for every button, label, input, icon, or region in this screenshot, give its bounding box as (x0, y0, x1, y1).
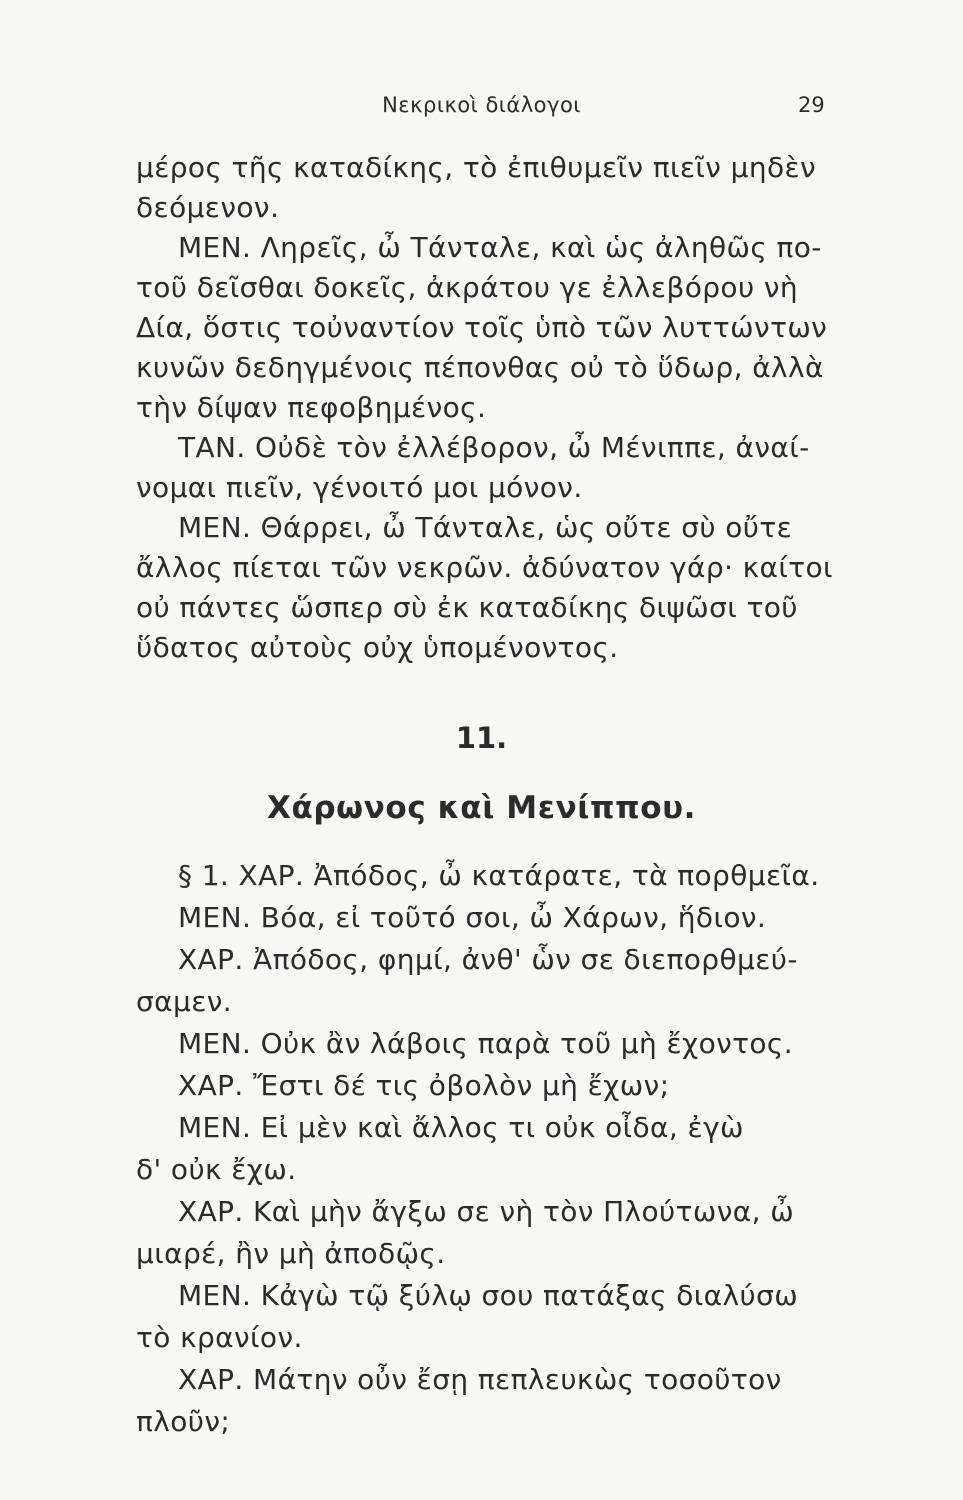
text-line: νομαι πιεῖν, γένοιτό μοι μόνον. (136, 471, 583, 504)
text-line: κυνῶν δεδηγμένοις πέπονθας οὐ τὸ ὕδωρ, ἀλλὰ (136, 351, 824, 384)
text-line: ΧΑΡ. Ἔστι δέ τις ὀβολὸν μὴ ἔχων; (178, 1069, 670, 1102)
text-line: ΧΑΡ. Καὶ μὴν ἄγξω σε νὴ τὸν Πλούτωνα, ὦ (178, 1195, 795, 1228)
text-line: μέρος τῆς καταδίκης, τὸ ἐπιθυμεῖν πιεῖν μηδὲν (136, 151, 817, 184)
text-line: σαμεν. (136, 985, 233, 1018)
text-line: § 1. ΧΑΡ. Ἀπόδος, ὦ κατάρατε, τὰ πορθμεῖα. (178, 859, 820, 892)
page-number: 29 (798, 93, 825, 117)
text-line: Δία, ὅστις τοὐναντίον τοῖς ὑπὸ τῶν λυττώντων (136, 311, 828, 344)
text-line: ΜΕΝ. Κἀγὼ τῷ ξύλῳ σου πατάξας διαλύσω (178, 1279, 799, 1312)
text-line: ΤΑΝ. Οὐδὲ τὸν ἐλλέβορον, ὦ Μένιππε, ἀναί- (178, 431, 810, 464)
text-line: ΜΕΝ. Εἰ μὲν καὶ ἄλλος τι οὐκ οἶδα, ἐγὼ (178, 1111, 744, 1144)
text-line: τὸ κρανίον. (136, 1321, 303, 1354)
text-line: ΜΕΝ. Βόα, εἰ τοῦτό σοι, ὦ Χάρων, ἥδιον. (178, 901, 767, 934)
running-title: Νεκρικοὶ διάλογοι (382, 93, 581, 117)
chapter-number: 11. (455, 721, 508, 755)
text-line: ΜΕΝ. Οὐκ ἂν λάβοις παρὰ τοῦ μὴ ἔχοντος. (178, 1027, 794, 1060)
text-line: τὴν δίψαν πεφοβημένος. (136, 391, 487, 424)
text-line: δεόμενον. (136, 191, 280, 224)
chapter-title: Χάρωνος καὶ Μενίππου. (266, 790, 697, 826)
text-line: μιαρέ, ἢν μὴ ἀποδῷς. (136, 1237, 446, 1270)
text-line: ὕδατος αὐτοὺς οὐχ ὑπομένοντος. (136, 631, 619, 664)
text-line: ΜΕΝ. Θάρρει, ὦ Τάνταλε, ὡς οὔτε σὺ οὔτε (178, 511, 793, 544)
text-line: τοῦ δεῖσθαι δοκεῖς, ἀκράτου γε ἐλλεβόρου νὴ (136, 271, 799, 304)
text-line: ΧΑΡ. Ἀπόδος, φημί, ἀνθ' ὧν σε διεπορθμεύ- (178, 943, 798, 976)
text-line: πλοῦν; (136, 1405, 231, 1438)
text-line: ΧΑΡ. Μάτην οὖν ἔσῃ πεπλευκὼς τοσοῦτον (178, 1363, 782, 1396)
text-line: ΜΕΝ. Ληρεῖς, ὦ Τάνταλε, καὶ ὡς ἀληθῶς πο- (178, 231, 822, 264)
text-line: οὐ πάντες ὥσπερ σὺ ἐκ καταδίκης διψῶσι τοῦ (136, 591, 798, 624)
text-line: ἄλλος πίεται τῶν νεκρῶν. ἀδύνατον γάρ· καίτοι (136, 551, 833, 584)
text-line: δ' οὐκ ἔχω. (136, 1153, 297, 1186)
